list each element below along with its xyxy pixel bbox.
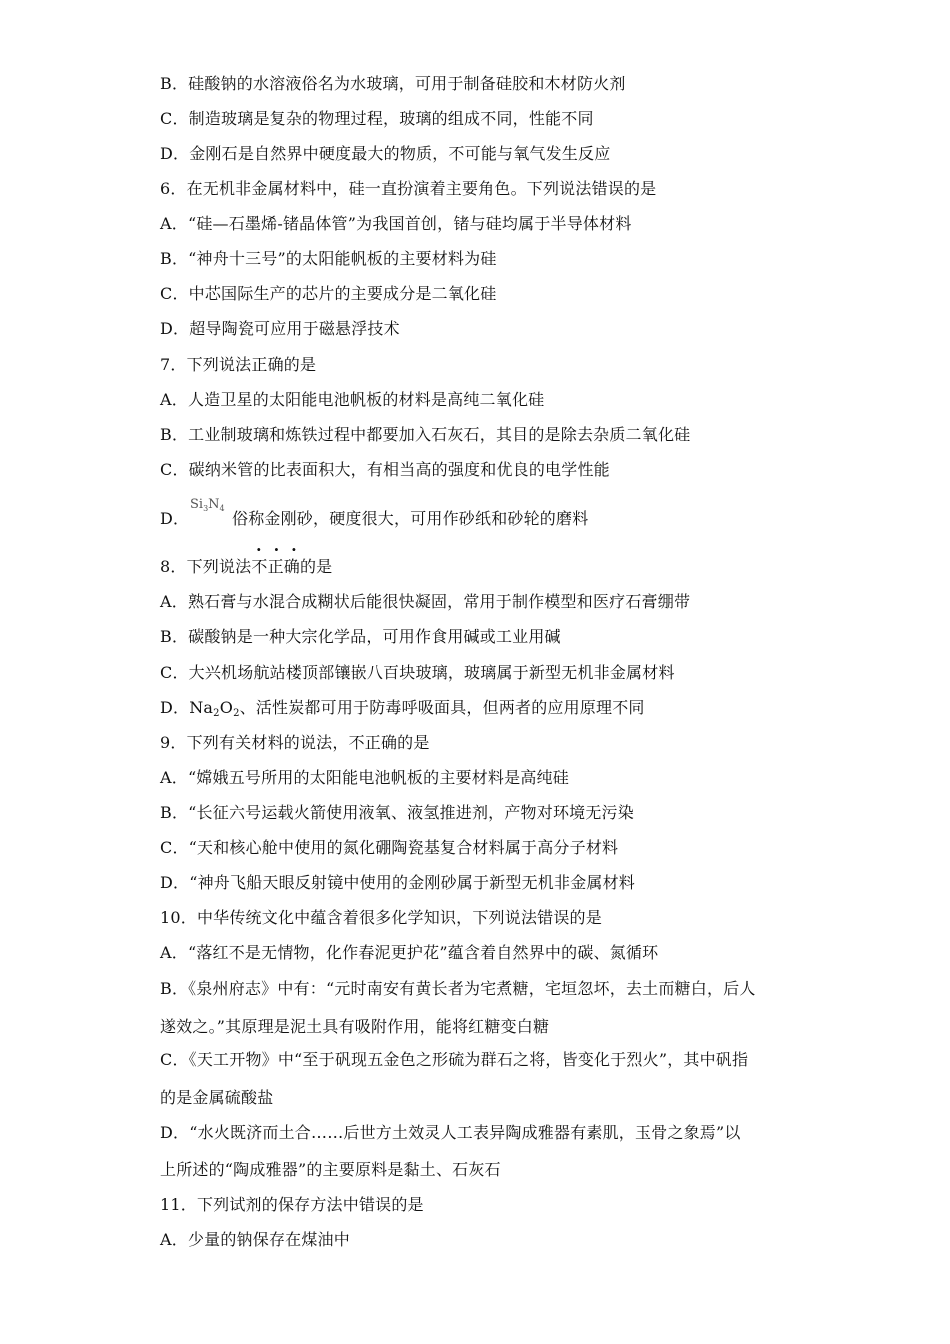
formula-na: D．Na [160,698,214,717]
option-line-continued: 遂效之。”其原理是泥土具有吸附作用，能将红糖变白糖 [160,1017,550,1036]
option-line: D．“神舟飞船天眼反射镜中使用的金刚砂属于新型无机非金属材料 [160,873,636,892]
option-line: C．“天和核心舱中使用的氮化硼陶瓷基复合材料属于高分子材料 [160,838,619,857]
formula-o: O [219,698,234,717]
option-line: B．碳酸钠是一种大宗化学品，可用作食用碱或工业用碱 [160,627,561,646]
option-line-na2o2 [160,698,645,724]
option-line: B．“长征六号运载火箭使用液氧、液氢推进剂，产物对环境无污染 [160,803,634,822]
question-11: 11．下列试剂的保存方法中错误的是 [160,1195,424,1214]
option-text: 、活性炭都可用于防毒呼吸面具，但两者的应用原理不同 [239,698,645,717]
emphasis-dots: ··· [256,540,309,559]
option-line: D． [160,509,190,528]
option-line: A．“嫦娥五号所用的太阳能电池帆板的主要材料是高纯硅 [160,768,569,787]
option-line: C．《天工开物》中“至于矾现五金色之形硫为群石之将，皆变化于烈火”，其中矾指 [160,1050,749,1069]
option-line: A．人造卫星的太阳能电池帆板的材料是高纯二氧化硅 [160,390,545,409]
option-line: A．“硅—石墨烯-锗晶体管”为我国首创，锗与硅均属于半导体材料 [160,214,632,233]
formula-sub: 4 [219,504,225,513]
option-line: C．中芯国际生产的芯片的主要成分是二氧化硅 [160,284,497,303]
option-line: D．金刚石是自然界中硬度最大的物质，不可能与氧气发生反应 [160,144,611,163]
option-line: B．硅酸钠的水溶液俗名为水玻璃，可用于制备硅胶和木材防火剂 [160,74,626,93]
question-9: 9．下列有关材料的说法，不正确的是 [160,733,430,752]
option-line-continued: 上所述的“陶成雅器”的主要原料是黏土、石灰石 [160,1160,501,1179]
formula-n: N [208,497,220,512]
option-line: D．“水火既济而土合……后世方土效灵人工表异陶成雅器有素肌，玉骨之象焉”以 [160,1123,741,1142]
option-line: C．碳纳米管的比表面积大，有相当高的强度和优良的电学性能 [160,460,610,479]
formula-si: Si [190,497,204,512]
option-line: C．大兴机场航站楼顶部镶嵌八百块玻璃，玻璃属于新型无机非金属材料 [160,663,675,682]
option-line: D．超导陶瓷可应用于磁悬浮技术 [160,319,400,338]
option-line: B．“神舟十三号”的太阳能帆板的主要材料为硅 [160,249,497,268]
formula-sub: 2 [233,708,240,719]
option-line: B．《泉州府志》中有：“元时南安有黄长者为宅煮糖，宅垣忽坏，去土而糖白，后人 [160,979,756,998]
option-line-continued: 的是金属硫酸盐 [160,1088,274,1107]
option-line: A．“落红不是无情物，化作春泥更护花”蕴含着自然界中的碳、氮循环 [160,943,659,962]
formula-si3n4 [190,497,225,513]
option-line: A．少量的钠保存在煤油中 [160,1230,350,1249]
option-line-continued: 俗称金刚砂，硬度很大，可用作砂纸和砂轮的磨料 [232,509,589,528]
question-6: 6．在无机非金属材料中，硅一直扮演着主要角色。下列说法错误的是 [160,179,657,198]
option-line: C．制造玻璃是复杂的物理过程，玻璃的组成不同，性能不同 [160,109,594,128]
formula-sub: 3 [203,504,209,513]
question-7: 7．下列说法正确的是 [160,355,317,374]
question-10: 10．中华传统文化中蕴含着很多化学知识，下列说法错误的是 [160,908,602,927]
question-8: 8．下列说法不正确的是 [160,557,333,576]
option-line: A．熟石膏与水混合成糊状后能很快凝固，常用于制作模型和医疗石膏绷带 [160,592,691,611]
formula-sub: 2 [213,708,220,719]
option-line: B．工业制玻璃和炼铁过程中都要加入石灰石，其目的是除去杂质二氧化硅 [160,425,691,444]
